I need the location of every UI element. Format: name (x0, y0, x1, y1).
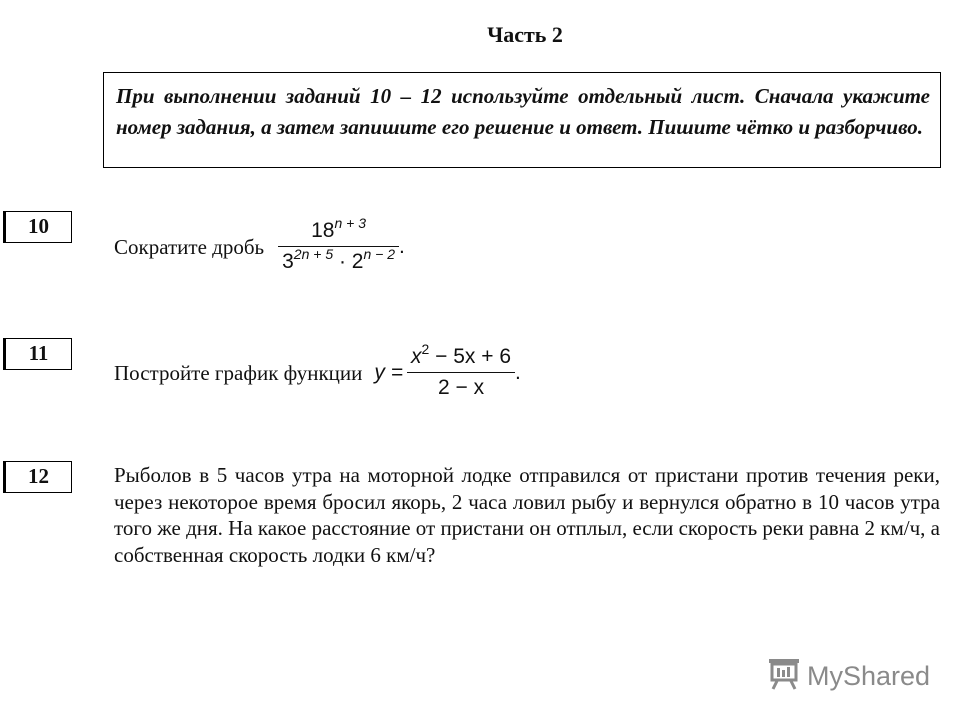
fraction-denominator: 2 − x (437, 376, 485, 399)
watermark (767, 656, 930, 697)
task-12-text: Рыболов в 5 часов утра на моторной лодке отправился от пристани против течения реки, через некоторое время бросил якорь, 2 часа ловил рыбу и вернулся обратно в 10 часов утра того же дня. На какое расстояние от пристани он отплыл, если скорость реки равна 2 км/ч, а собственная скорость лодки 6 км/ч? (114, 463, 940, 567)
task-11-text: Постройте график функции (114, 360, 363, 385)
fraction-denominator: $3^{2n + 5} \cdot 2^{n - 2}$ (282, 246, 396, 273)
fraction-numerator: $18^{n + 3}$ (311, 215, 366, 242)
task-11-fraction (407, 341, 515, 401)
instruction-box: При выполнении заданий 10 – 12 используйте отдельный лист. Сначала укажите номер задания, а затем запишите его решение и ответ. Пишите чётко и разборчиво. (103, 72, 941, 168)
task-10 (114, 215, 405, 275)
period: . (399, 234, 405, 258)
function-lhs: y = (374, 360, 404, 384)
page-title: Часть 2 (487, 22, 563, 47)
task-number-10: 10 (3, 211, 72, 243)
fraction-numerator: $x^2 - 5x + 6$ (411, 341, 512, 368)
watermark-text: MyShared (807, 661, 931, 691)
task-number-11: 11 (3, 338, 72, 370)
task-11 (114, 341, 521, 401)
task-10-fraction (278, 215, 399, 275)
task-10-text: Сократите дробь (114, 234, 265, 259)
period: . (515, 360, 521, 384)
presentation-board-icon (767, 656, 801, 697)
task-number-12: 12 (3, 461, 72, 493)
